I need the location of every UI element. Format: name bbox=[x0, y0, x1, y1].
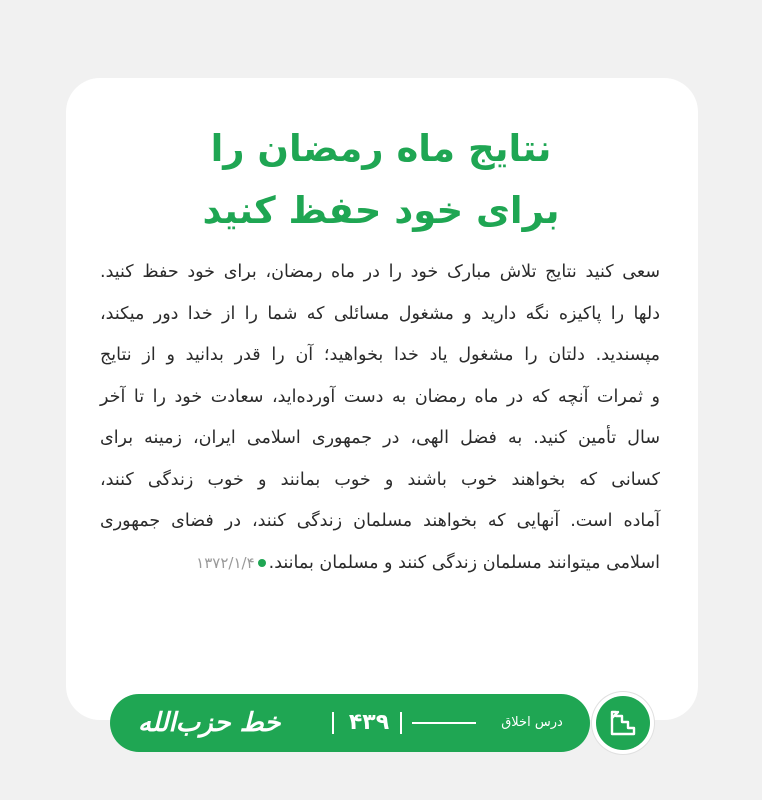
body-line-text: اسلامی میتوانند مسلمان زندگی کنند و مسلمان بمانند. bbox=[268, 552, 660, 573]
body-line: آماده است. آنهایی که بخواهند مسلمان زندگی کنند، در فضای جمهوری bbox=[100, 511, 660, 531]
body-line: دلها را پاکیزه نگه دارید و مشغول مسائلی که شما را از خدا دور میکند، bbox=[100, 303, 660, 324]
bullet-dot-icon bbox=[258, 559, 266, 567]
quote-body bbox=[100, 252, 660, 584]
body-line: و ثمرات آنچه که در ماه رمضان به دست آورده‌اید، سعادت خود را تا آخر bbox=[100, 386, 660, 407]
page-title bbox=[0, 118, 762, 242]
title-line-2: برای خود حفظ کنید bbox=[202, 189, 560, 232]
footer-rule bbox=[412, 722, 476, 724]
stairs-icon-badge bbox=[596, 696, 650, 750]
lesson-label: درس اخلاق bbox=[501, 715, 563, 730]
body-last-line bbox=[100, 543, 660, 585]
stairs-icon bbox=[608, 708, 638, 738]
quote-date: ۱۳۷۲/۱/۴ bbox=[196, 553, 255, 572]
footer-divider bbox=[332, 712, 334, 734]
title-line-1: نتایج ماه رمضان را bbox=[210, 127, 552, 170]
brand-logo: خط حزب‌الله bbox=[138, 708, 281, 738]
body-line: سال تأمین کنید. به فضل الهی، در جمهوری اسلامی ایران، زمینه برای bbox=[100, 428, 660, 448]
issue-number: ۴۳۹ bbox=[348, 710, 390, 735]
body-line: کسانی که بخواهند خوب باشند و خوب بمانند و خوب زندگی کنند، bbox=[100, 469, 660, 490]
footer-bar bbox=[110, 694, 590, 752]
footer-divider bbox=[400, 712, 402, 734]
body-line: سعی کنید نتایج تلاش مبارک خود را در ماه رمضان، برای خود حفظ کنید. bbox=[100, 262, 660, 282]
body-line: مپسندید. دلتان را مشغول یاد خدا بخواهید؛ آن را قدر بدانید و از نتایج bbox=[100, 345, 660, 365]
